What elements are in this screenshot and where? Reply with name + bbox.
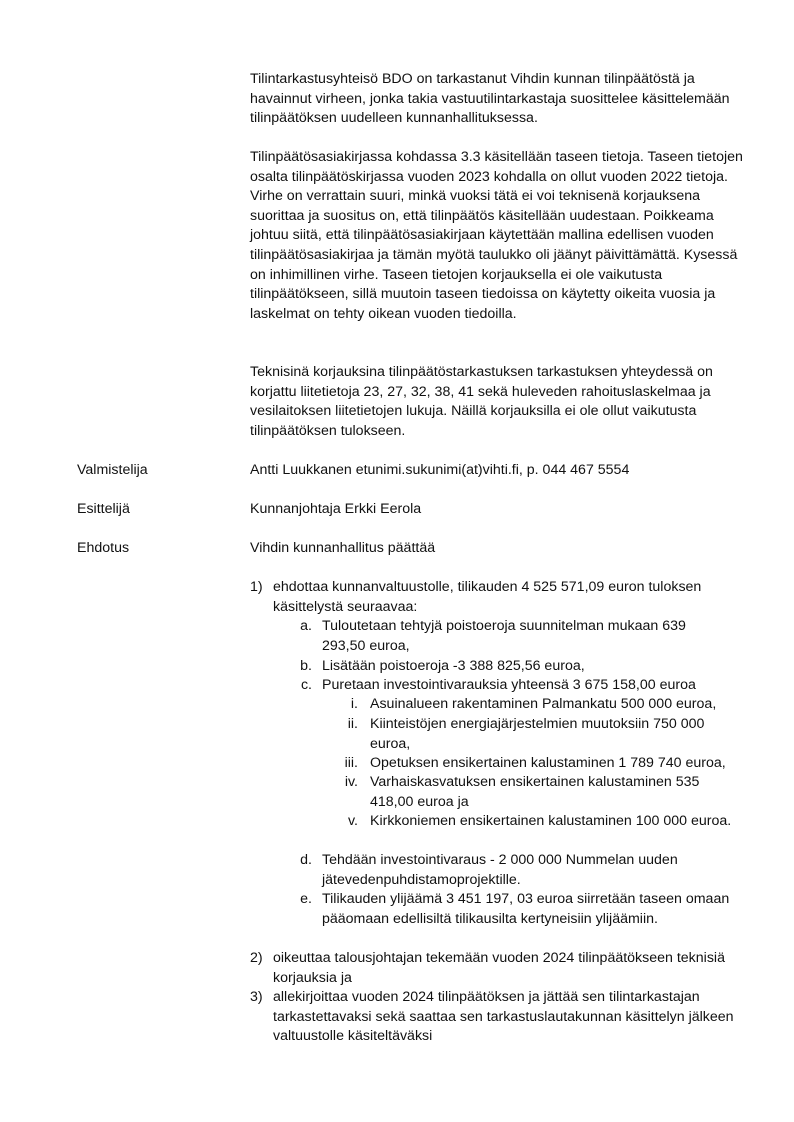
proposal-label: Ehdotus (77, 540, 130, 556)
proposal-item-1-number: 1) (250, 579, 263, 595)
presenter-value: Kunnanjohtaja Erkki Eerola (250, 501, 422, 517)
proposal-item-2-text: oikeuttaa talousjohtajan tekemään vuoden 2024 tilinpäätökseen teknisiä korjauksia ja (273, 950, 725, 986)
sub-item-c-text: Puretaan investointivarauksia yhteensä 3 675 158,00 euroa (322, 677, 696, 693)
sub-item-a-text: Tuloutetaan tehtyjä poistoeroja suunnitelman mukaan 639 293,50 euroa, (322, 618, 686, 654)
sub-item-e-text: Tilikauden ylijäämä 3 451 197, 03 euroa siirretään taseen omaan pääomaan edellisiltä tilikausilta kertyneisiin ylijäämiin. (322, 891, 730, 927)
intro-paragraph-1: Tilintarkastusyhteisö BDO on tarkastanut Vihdin kunnan tilinpäätöstä ja havainnut virheen, jonka takia vastuutilintarkastaja suosittelee käsittelemään tilinpäätöksen uudelleen kunnanhallituksessa. (250, 71, 730, 127)
subsub-item-v-text: Kirkkoniemen ensikertainen kalustaminen 100 000 euroa. (370, 813, 732, 829)
sub-item-c-number: c. (300, 677, 312, 693)
sub-item-d-text: Tehdään investointivaraus - 2 000 000 Nummelan uuden jätevedenpuhdistamoprojektille. (322, 852, 678, 888)
subsub-item-ii-number: ii. (347, 716, 358, 732)
subsub-item-ii-text: Kiinteistöjen energiajärjestelmien muutoksiin 750 000 euroa, (370, 716, 705, 752)
subsub-item-iv-text: Varhaiskasvatuksen ensikertainen kalustaminen 535 418,00 euroa ja (370, 774, 700, 810)
proposal-item-1-text: ehdottaa kunnanvaltuustolle, tilikauden 4 525 571,09 euron tuloksen käsittelystä seuraavaa: (273, 579, 702, 615)
intro-paragraph-2: Tilinpäätösasiakirjassa kohdassa 3.3 käsitellään taseen tietoja. Taseen tietojen osalta tilinpäätöskirjassa vuoden 2023 kohdalla on ollut vuoden 2022 tietoja. Virhe on verrattain suuri, minkä vuoksi tätä ei voi teknisenä korjauksena suorittaa ja suositus on, että tilinpäätös käsitellään uudestaan. Poikkeama johtuu siitä, että tilinpäätösasiakirjaan käytettään mallina edellisen vuoden tilinpäätösasiakirjaa ja tämän myötä taulukko oli jäänyt päivittämättä. Kysessä on inhimillinen virhe. Taseen tietojen korjauksella ei ole vaikutusta tilinpäätökseen, sillä muutoin taseen tiedoissa on käytetty oikeita vuosia ja laskelmat on tehty oikean vuoden tiedoilla. (250, 149, 743, 322)
sub-item-a-number: a. (300, 618, 312, 634)
sub-item-d-number: d. (300, 852, 312, 868)
preparer-value: Antti Luukkanen etunimi.sukunimi(at)vihti.fi, p. 044 467 5554 (250, 462, 630, 478)
preparer-label: Valmistelija (77, 462, 148, 478)
proposal-item-2-number: 2) (250, 950, 263, 966)
subsub-item-iii-text: Opetuksen ensikertainen kalustaminen 1 789 740 euroa, (370, 755, 726, 771)
subsub-item-iv-number: iv. (344, 774, 358, 790)
sub-item-b-number: b. (300, 658, 312, 674)
proposal-value: Vihdin kunnanhallitus päättää (250, 540, 436, 556)
presenter-label: Esittelijä (77, 501, 130, 517)
sub-item-b-text: Lisätään poistoeroja -3 388 825,56 euroa, (322, 658, 585, 674)
intro-paragraph-3: Teknisinä korjauksina tilinpäätöstarkastuksen tarkastuksen yhteydessä on korjattu liitetietoja 23, 27, 32, 38, 41 sekä huleveden rahoituslaskelmaa ja vesilaitoksen liitetietojen lukuja. Näillä korjauksilla ei ole ollut vaikutusta tilinpäätöksen tulokseen. (250, 364, 713, 439)
subsub-item-i-text: Asuinalueen rakentaminen Palmankatu 500 000 euroa, (370, 696, 717, 712)
sub-item-e-number: e. (300, 891, 312, 907)
proposal-item-3-text: allekirjoittaa vuoden 2024 tilinpäätöksen ja jättää sen tilintarkastajan tarkastettavaksi sekä saattaa sen tarkastuslautakunnan käsittelyn jälkeen valtuustolle käsiteltäväksi (273, 989, 734, 1045)
subsub-item-iii-number: iii. (344, 755, 358, 771)
proposal-item-3-number: 3) (250, 989, 263, 1005)
subsub-item-v-number: v. (348, 813, 358, 829)
subsub-item-i-number: i. (350, 696, 358, 712)
